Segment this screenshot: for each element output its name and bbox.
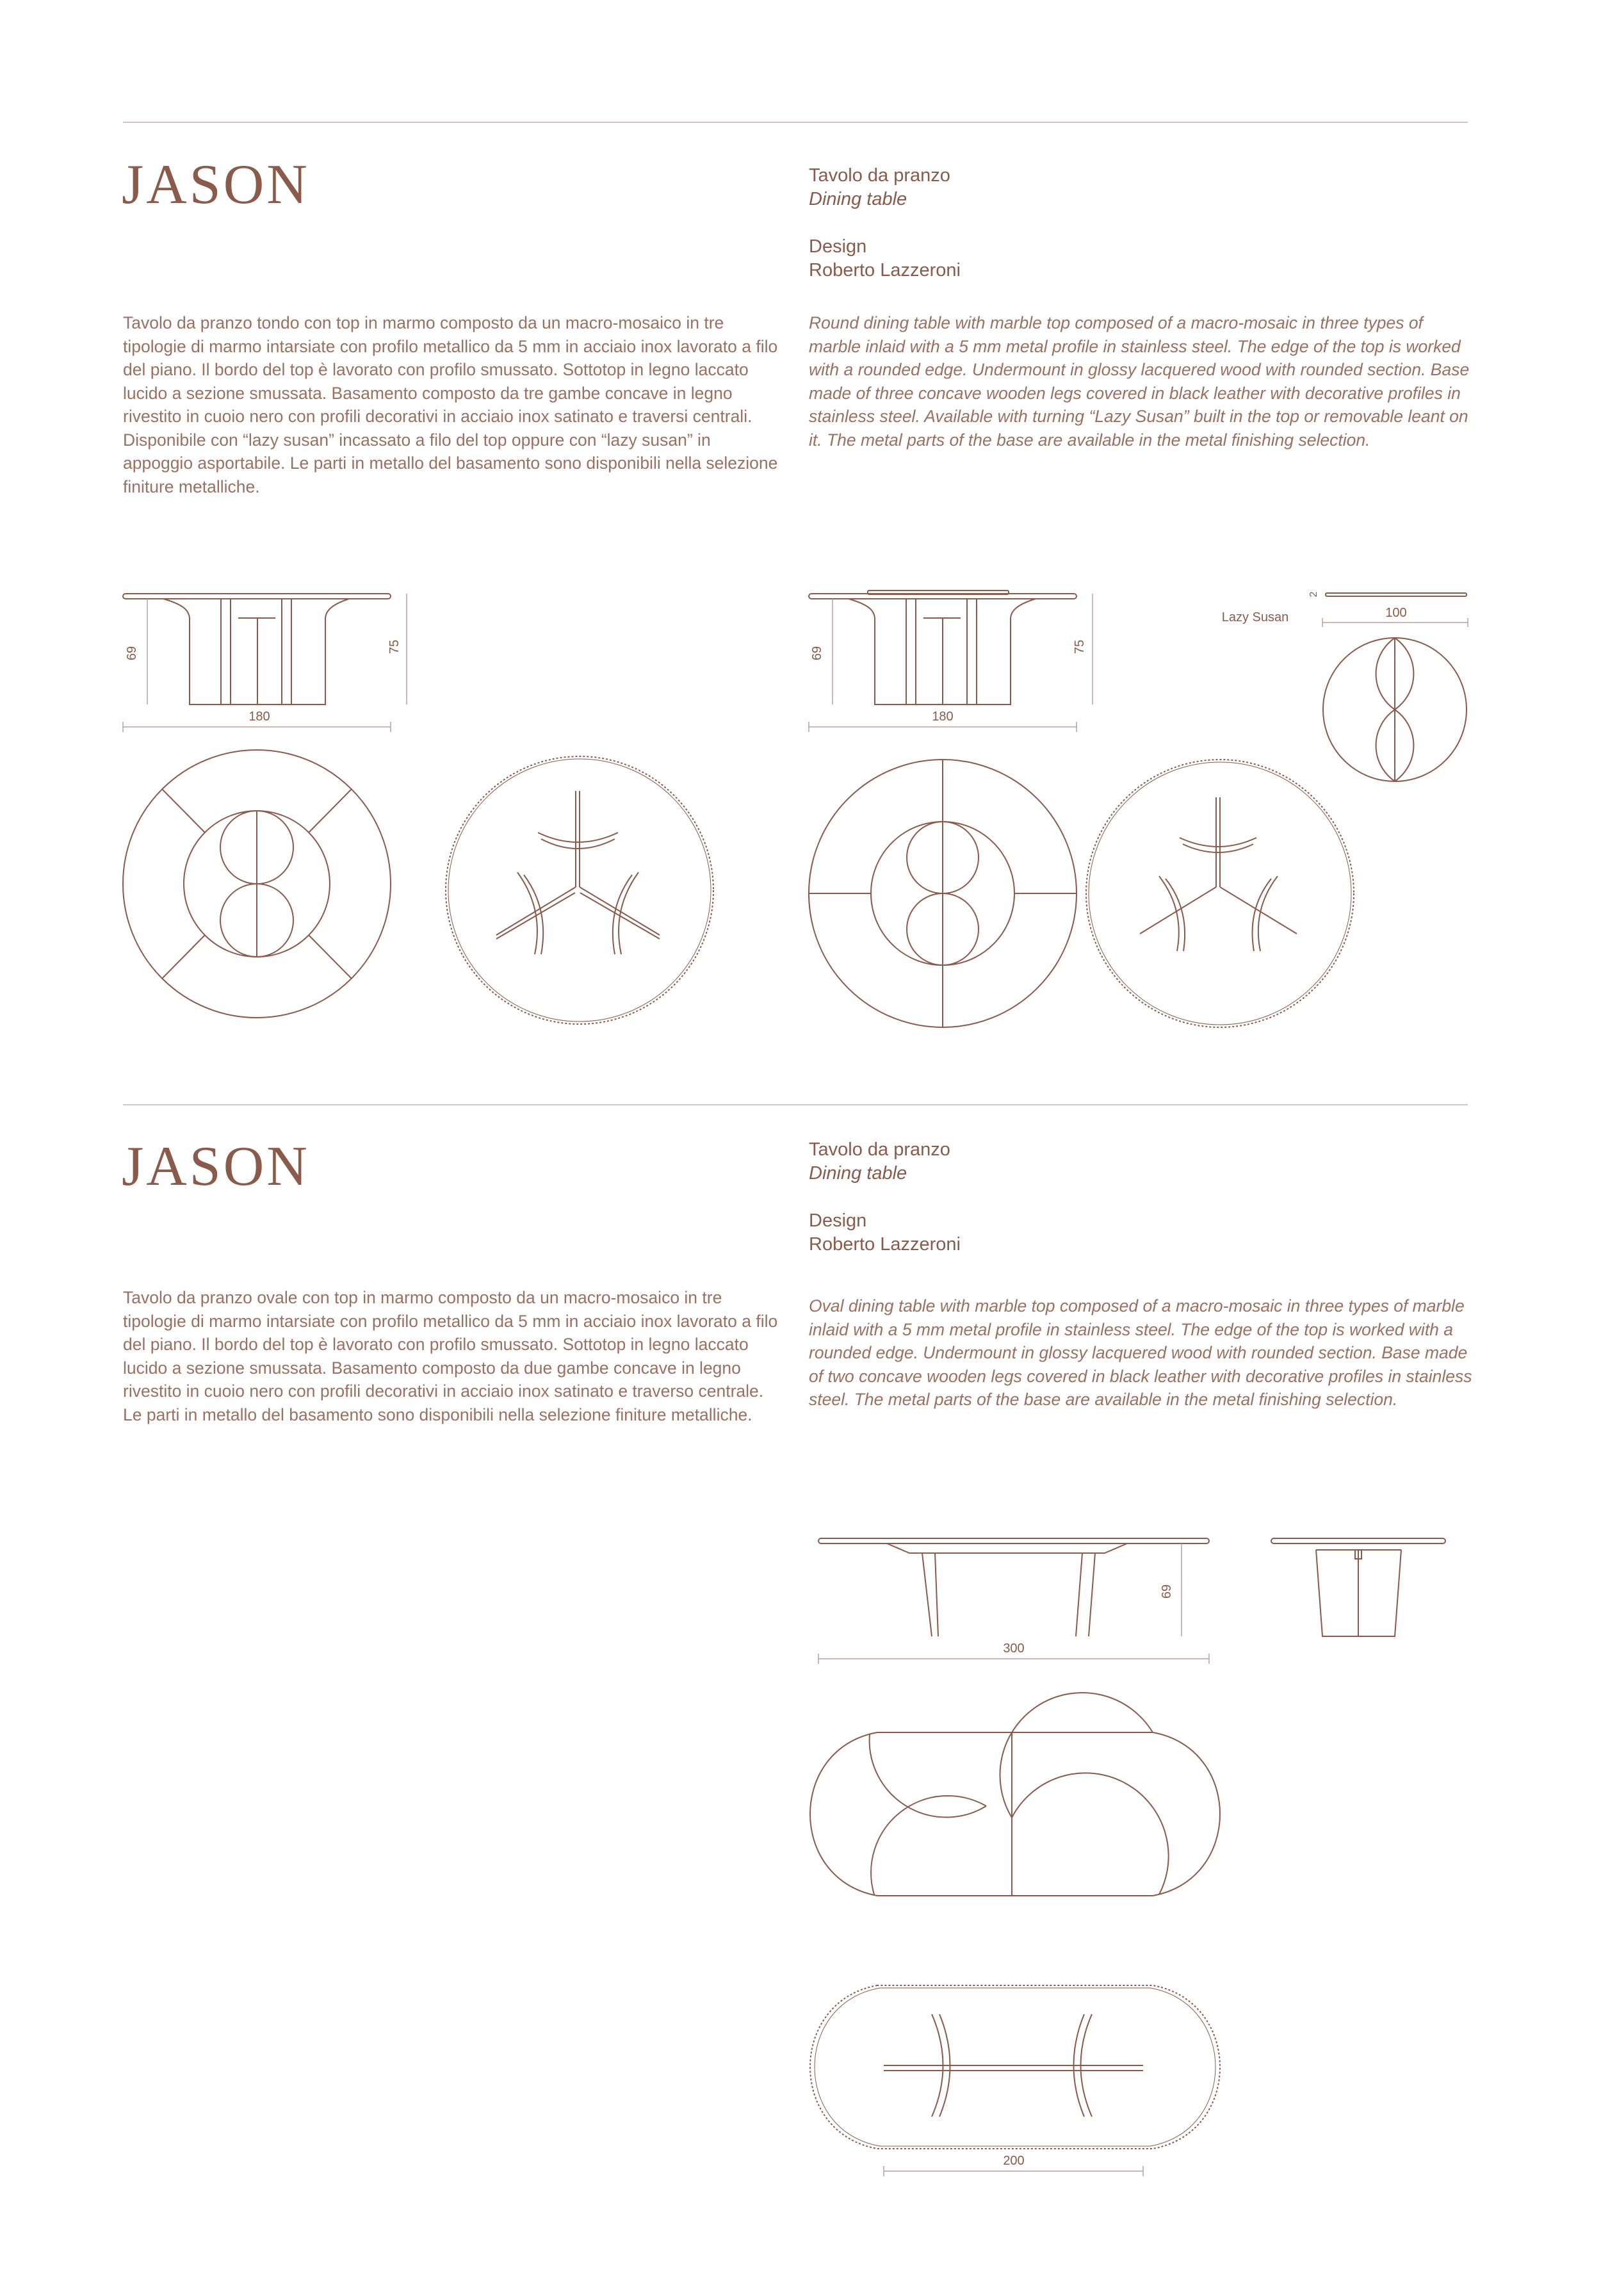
description-italian-2: Tavolo da pranzo ovale con top in marmo composto da un macro-mosaico in tre tipologie di marmo intarsiate con profilo metallico da 5 mm in acciaio inox lavorato a filo del piano. Il bordo del top è lavorato con profilo smussato. Sottotop in legno laccato lucido a sezione smussata. Basamento composto da due gambe concave in legno rivestito in cuoio nero con profili decorativi in acciaio inox satinato e traverso centrale. Le parti in metallo del basamento sono disponibili nella selezione finiture metalliche. <box>123 1288 778 1424</box>
description-english: Round dining table with marble top composed of a macro-mosaic in three types of marble inlaid with a 5 mm metal profile in stainless steel. The edge of the top is worked with a rounded edge. Undermount in glossy lacquered wood with rounded section. Base made of three concave wooden legs covered in black leather with decorative profiles in stainless steel. Available with turning “Lazy Susan” built in the top or removable leant on it. The metal parts of the base are available in the metal finishing selection. <box>809 313 1470 450</box>
product-title: JASON <box>122 154 310 216</box>
section-divider-middle <box>123 1104 1468 1105</box>
product-title-2: JASON <box>122 1136 310 1198</box>
dim-height-inner-label-2: 69 <box>810 646 824 661</box>
front-elevation-oval <box>818 1538 1209 1636</box>
product-type-it-2: Tavolo da pranzo <box>809 1139 950 1160</box>
side-elevation-oval <box>1271 1538 1445 1636</box>
lazy-susan-label: Lazy Susan <box>1221 610 1289 624</box>
product-meta-2 <box>809 1138 961 1257</box>
design-label: Design <box>809 236 867 257</box>
dim-height-label-oval: 69 <box>1160 1584 1174 1599</box>
dim-width-label: 180 <box>248 710 270 724</box>
lazy-susan-width-label: 100 <box>1385 606 1407 620</box>
base-plan-round-2 <box>1086 760 1354 1027</box>
side-elevation-round <box>123 594 391 704</box>
product-type-en-2: Dining table <box>809 1163 907 1184</box>
lazy-susan-height-label: 2 <box>1308 591 1319 598</box>
product-type-it: Tavolo da pranzo <box>809 165 950 186</box>
dim-height-inner-label: 69 <box>125 646 139 661</box>
top-plan-round-lazy-susan <box>809 760 1077 1027</box>
product-meta <box>809 164 961 282</box>
dim-height-total-label: 75 <box>387 639 402 655</box>
dim-base-label: 200 <box>1003 2154 1025 2168</box>
lazy-susan-plan <box>1323 638 1467 781</box>
section-divider-top <box>123 122 1468 123</box>
designer-name: Roberto Lazzeroni <box>809 260 961 281</box>
dim-length-label: 300 <box>1003 1641 1025 1656</box>
technical-drawings-round <box>0 576 1601 1076</box>
product-type-en: Dining table <box>809 189 907 209</box>
design-label-2: Design <box>809 1210 867 1231</box>
dim-height-total-label-2: 75 <box>1073 639 1087 655</box>
technical-drawings-oval <box>0 1524 1601 2178</box>
top-plan-oval <box>810 1693 1220 1896</box>
base-plan-round <box>446 756 713 1024</box>
side-elevation-lazy-susan <box>809 590 1077 704</box>
description-italian: Tavolo da pranzo tondo con top in marmo composto da un macro-mosaico in tre tipologie di marmo intarsiate con profilo metallico da 5 mm in acciaio inox lavorato a filo del piano. Il bordo del top è lavorato con profilo smussato. Sottotop in legno laccato lucido a sezione smussata. Basamento composto da tre gambe concave in legno rivestito in cuoio nero con profili decorativi in acciaio inox satinato e traversi centrali. Disponibile con “lazy susan” incassato a filo del top oppure con “lazy susan” in appoggio asportabile. Le parti in metallo del basamento sono disponibili nella selezione finiture metalliche. <box>123 313 778 496</box>
dim-width-label-2: 180 <box>932 710 954 724</box>
top-plan-round <box>123 750 391 1018</box>
description-english-2: Oval dining table with marble top composed of a macro-mosaic in three types of marble inlaid with a 5 mm metal profile in stainless steel. The edge of the top is worked with a rounded edge. Undermount in glossy lacquered wood with rounded section. Base made of two concave wooden legs covered in black leather with decorative profiles in stainless steel. The metal parts of the base are available in the metal finishing selection. <box>809 1296 1472 1409</box>
designer-name-2: Roberto Lazzeroni <box>809 1234 961 1255</box>
base-plan-oval <box>810 1985 1220 2149</box>
